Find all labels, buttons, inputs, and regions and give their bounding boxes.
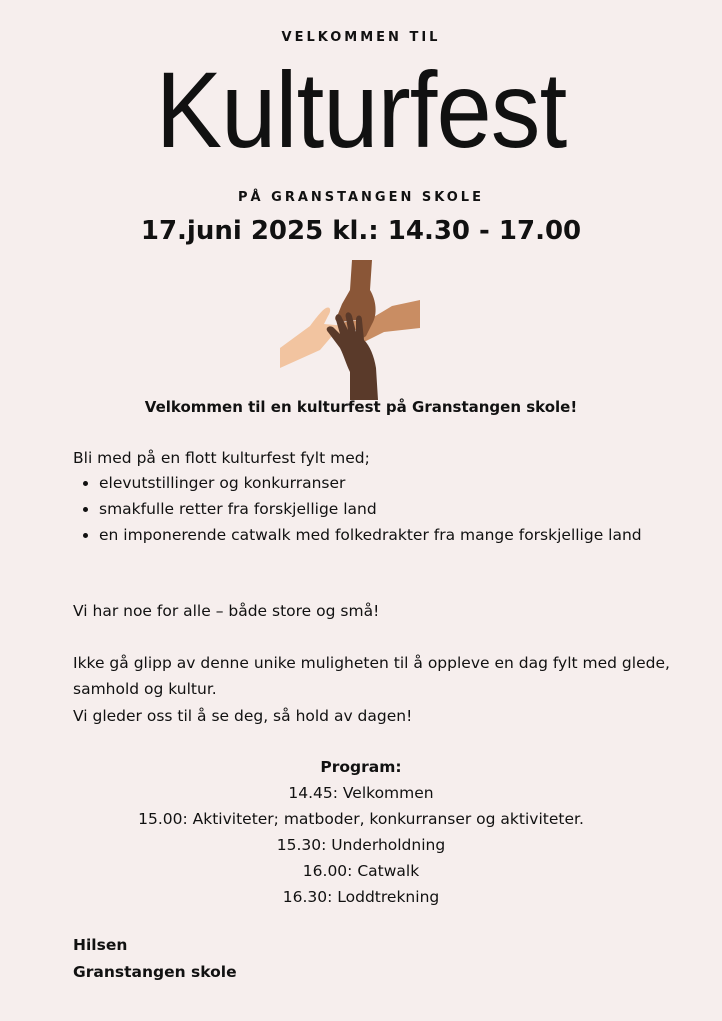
intro-text: Bli med på en flott kulturfest fylt med; bbox=[73, 449, 370, 467]
program-item: 16.30: Loddtrekning bbox=[282, 888, 440, 906]
paragraph-everyone: Vi har noe for alle – både store og små! bbox=[73, 602, 380, 620]
signature-sender: Granstangen skole bbox=[73, 963, 237, 981]
program-item: 16.00: Catwalk bbox=[302, 862, 420, 880]
paragraph-see-you: Vi gleder oss til å se deg, så hold av dagen! bbox=[73, 707, 413, 725]
program-item: 15.00: Aktiviteter; matboder, konkurranser og aktiviteter. bbox=[138, 810, 584, 828]
hands-illustration bbox=[280, 260, 420, 400]
pre-title: VELKOMMEN TIL bbox=[281, 30, 441, 45]
hands-together-icon bbox=[280, 260, 420, 400]
program-heading: Program: bbox=[320, 758, 402, 776]
program-section bbox=[0, 754, 722, 910]
event-date: 17.juni 2025 kl.: 14.30 - 17.00 bbox=[140, 216, 582, 246]
list-item: • elevutstillinger og konkurranser bbox=[99, 470, 689, 496]
program-item: 15.30: Underholdning bbox=[276, 836, 446, 854]
subtitle: PÅ GRANSTANGEN SKOLE bbox=[238, 190, 484, 205]
paragraph-opportunity: Ikke gå glipp av denne unike muligheten til å oppleve en dag fylt med glede, samhold og kultur. bbox=[73, 654, 670, 698]
signature-greeting: Hilsen bbox=[73, 936, 128, 954]
signature bbox=[73, 932, 237, 986]
list-item: • smakfulle retter fra forskjellige land bbox=[99, 496, 689, 522]
page-title: Kulturfest bbox=[155, 49, 567, 170]
feature-list bbox=[73, 470, 689, 548]
program-item: 14.45: Velkommen bbox=[288, 784, 434, 802]
list-item: • en imponerende catwalk med folkedrakter fra mange forskjellige land bbox=[99, 522, 689, 548]
welcome-heading: Velkommen til en kulturfest på Granstangen skole! bbox=[144, 398, 578, 416]
